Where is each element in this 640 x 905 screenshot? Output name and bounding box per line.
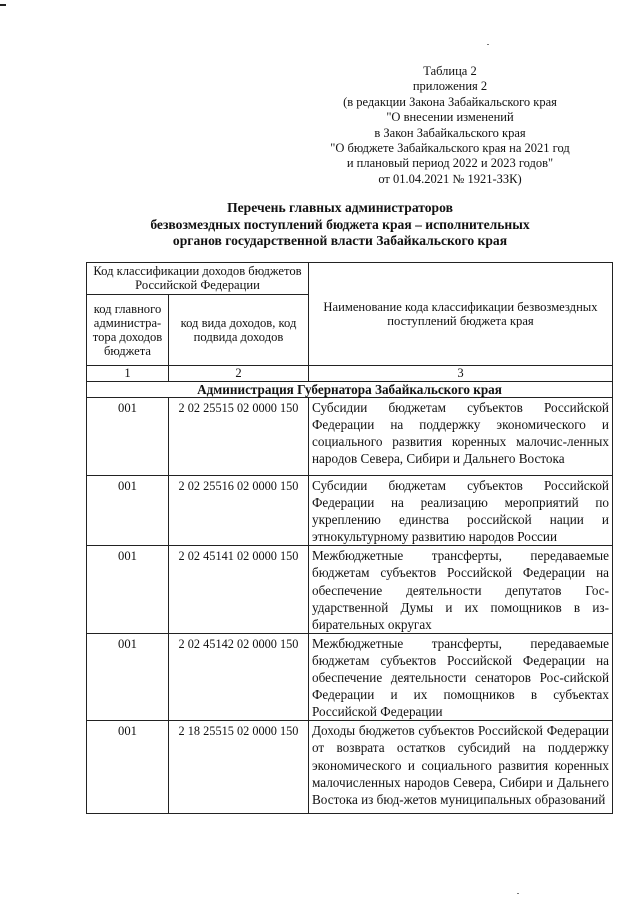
section-row <box>87 382 613 398</box>
header-classification-code: Код классификации доходов бюджетов Российской Федерации <box>87 263 309 295</box>
title-line: безвозмездных поступлений бюджета края – исполнительных <box>150 216 530 232</box>
income-name-cell: Межбюджетные трансферты, передаваемые бюджетам субъектов Российской Федерации на обеспечение деятельности сенаторов Рос-сийской Федерации и их помощников в субъектах Российской Федерации <box>309 633 613 720</box>
header-income-code: код вида доходов, код подвида доходов <box>169 295 309 366</box>
income-name-cell: Межбюджетные трансферты, передаваемые бюджетам субъектов Российской Федерации на обеспечение деятельности депутатов Гос-ударственной Думы и их помощников в из-бирательных округах <box>309 546 613 633</box>
admin-code-cell: 001 <box>87 476 169 546</box>
income-code-cell: 2 02 25516 02 0000 150 <box>169 476 309 546</box>
header-admin-code: код главного администра-тора доходов бюджета <box>87 295 169 366</box>
income-name-cell: Субсидии бюджетам субъектов Российской Федерации на реализацию мероприятий по укреплению единства российской нации и этнокультурному развитию народов России <box>309 476 613 546</box>
appendix-header <box>300 64 600 187</box>
column-number-row <box>87 366 613 382</box>
table-row <box>87 633 613 720</box>
income-code-cell: 2 02 45142 02 0000 150 <box>169 633 309 720</box>
header-line: приложения 2 <box>412 79 488 94</box>
column-number: 2 <box>169 366 309 382</box>
scan-speck <box>487 44 489 45</box>
header-line: и плановый период 2022 и 2023 годов" <box>346 156 554 171</box>
column-number: 1 <box>87 366 169 382</box>
document-title <box>60 200 620 250</box>
admin-code-cell: 001 <box>87 721 169 814</box>
income-code-cell: 2 18 25515 02 0000 150 <box>169 721 309 814</box>
admin-code-cell: 001 <box>87 398 169 476</box>
header-line: от 01.04.2021 № 1921-ЗЗК) <box>378 171 522 186</box>
header-name: Наименование кода классификации безвозмездных поступлений бюджета края <box>309 263 613 366</box>
table-row <box>87 398 613 476</box>
header-line: (в редакции Закона Забайкальского края <box>343 94 557 109</box>
title-line: Перечень главных администраторов <box>227 200 453 215</box>
header-line: "О внесении изменений <box>386 110 514 125</box>
table-row <box>87 546 613 633</box>
header-line: "О бюджете Забайкальского края на 2021 год <box>330 141 570 156</box>
header-line: Таблица 2 <box>423 64 477 78</box>
income-name-cell: Доходы бюджетов субъектов Российской Федерации от возврата остатков субсидий на поддержку экономического и социального развития коренных малочисленных народов Севера, Сибири и Дальнего Востока из бюд-жетов муниципальных образований <box>309 721 613 814</box>
admin-code-cell: 001 <box>87 546 169 633</box>
admin-code-cell: 001 <box>87 633 169 720</box>
title-line: органов государственной власти Забайкальского края <box>172 233 508 248</box>
scan-corner-mark <box>0 4 6 6</box>
income-name-cell: Субсидии бюджетам субъектов Российской Федерации на поддержку экономического и социального развития коренных малочис-ленных народов Севера, Сибири и Дальнего Востока <box>309 398 613 476</box>
section-title: Администрация Губернатора Забайкальского края <box>87 382 613 398</box>
table-row <box>87 476 613 546</box>
header-line: в Закон Забайкальского края <box>374 125 526 140</box>
column-number: 3 <box>309 366 613 382</box>
income-code-cell: 2 02 25515 02 0000 150 <box>169 398 309 476</box>
table-header-row <box>87 263 613 295</box>
scan-speck <box>517 893 519 894</box>
administrators-table <box>86 262 613 814</box>
income-code-cell: 2 02 45141 02 0000 150 <box>169 546 309 633</box>
table-row <box>87 721 613 814</box>
